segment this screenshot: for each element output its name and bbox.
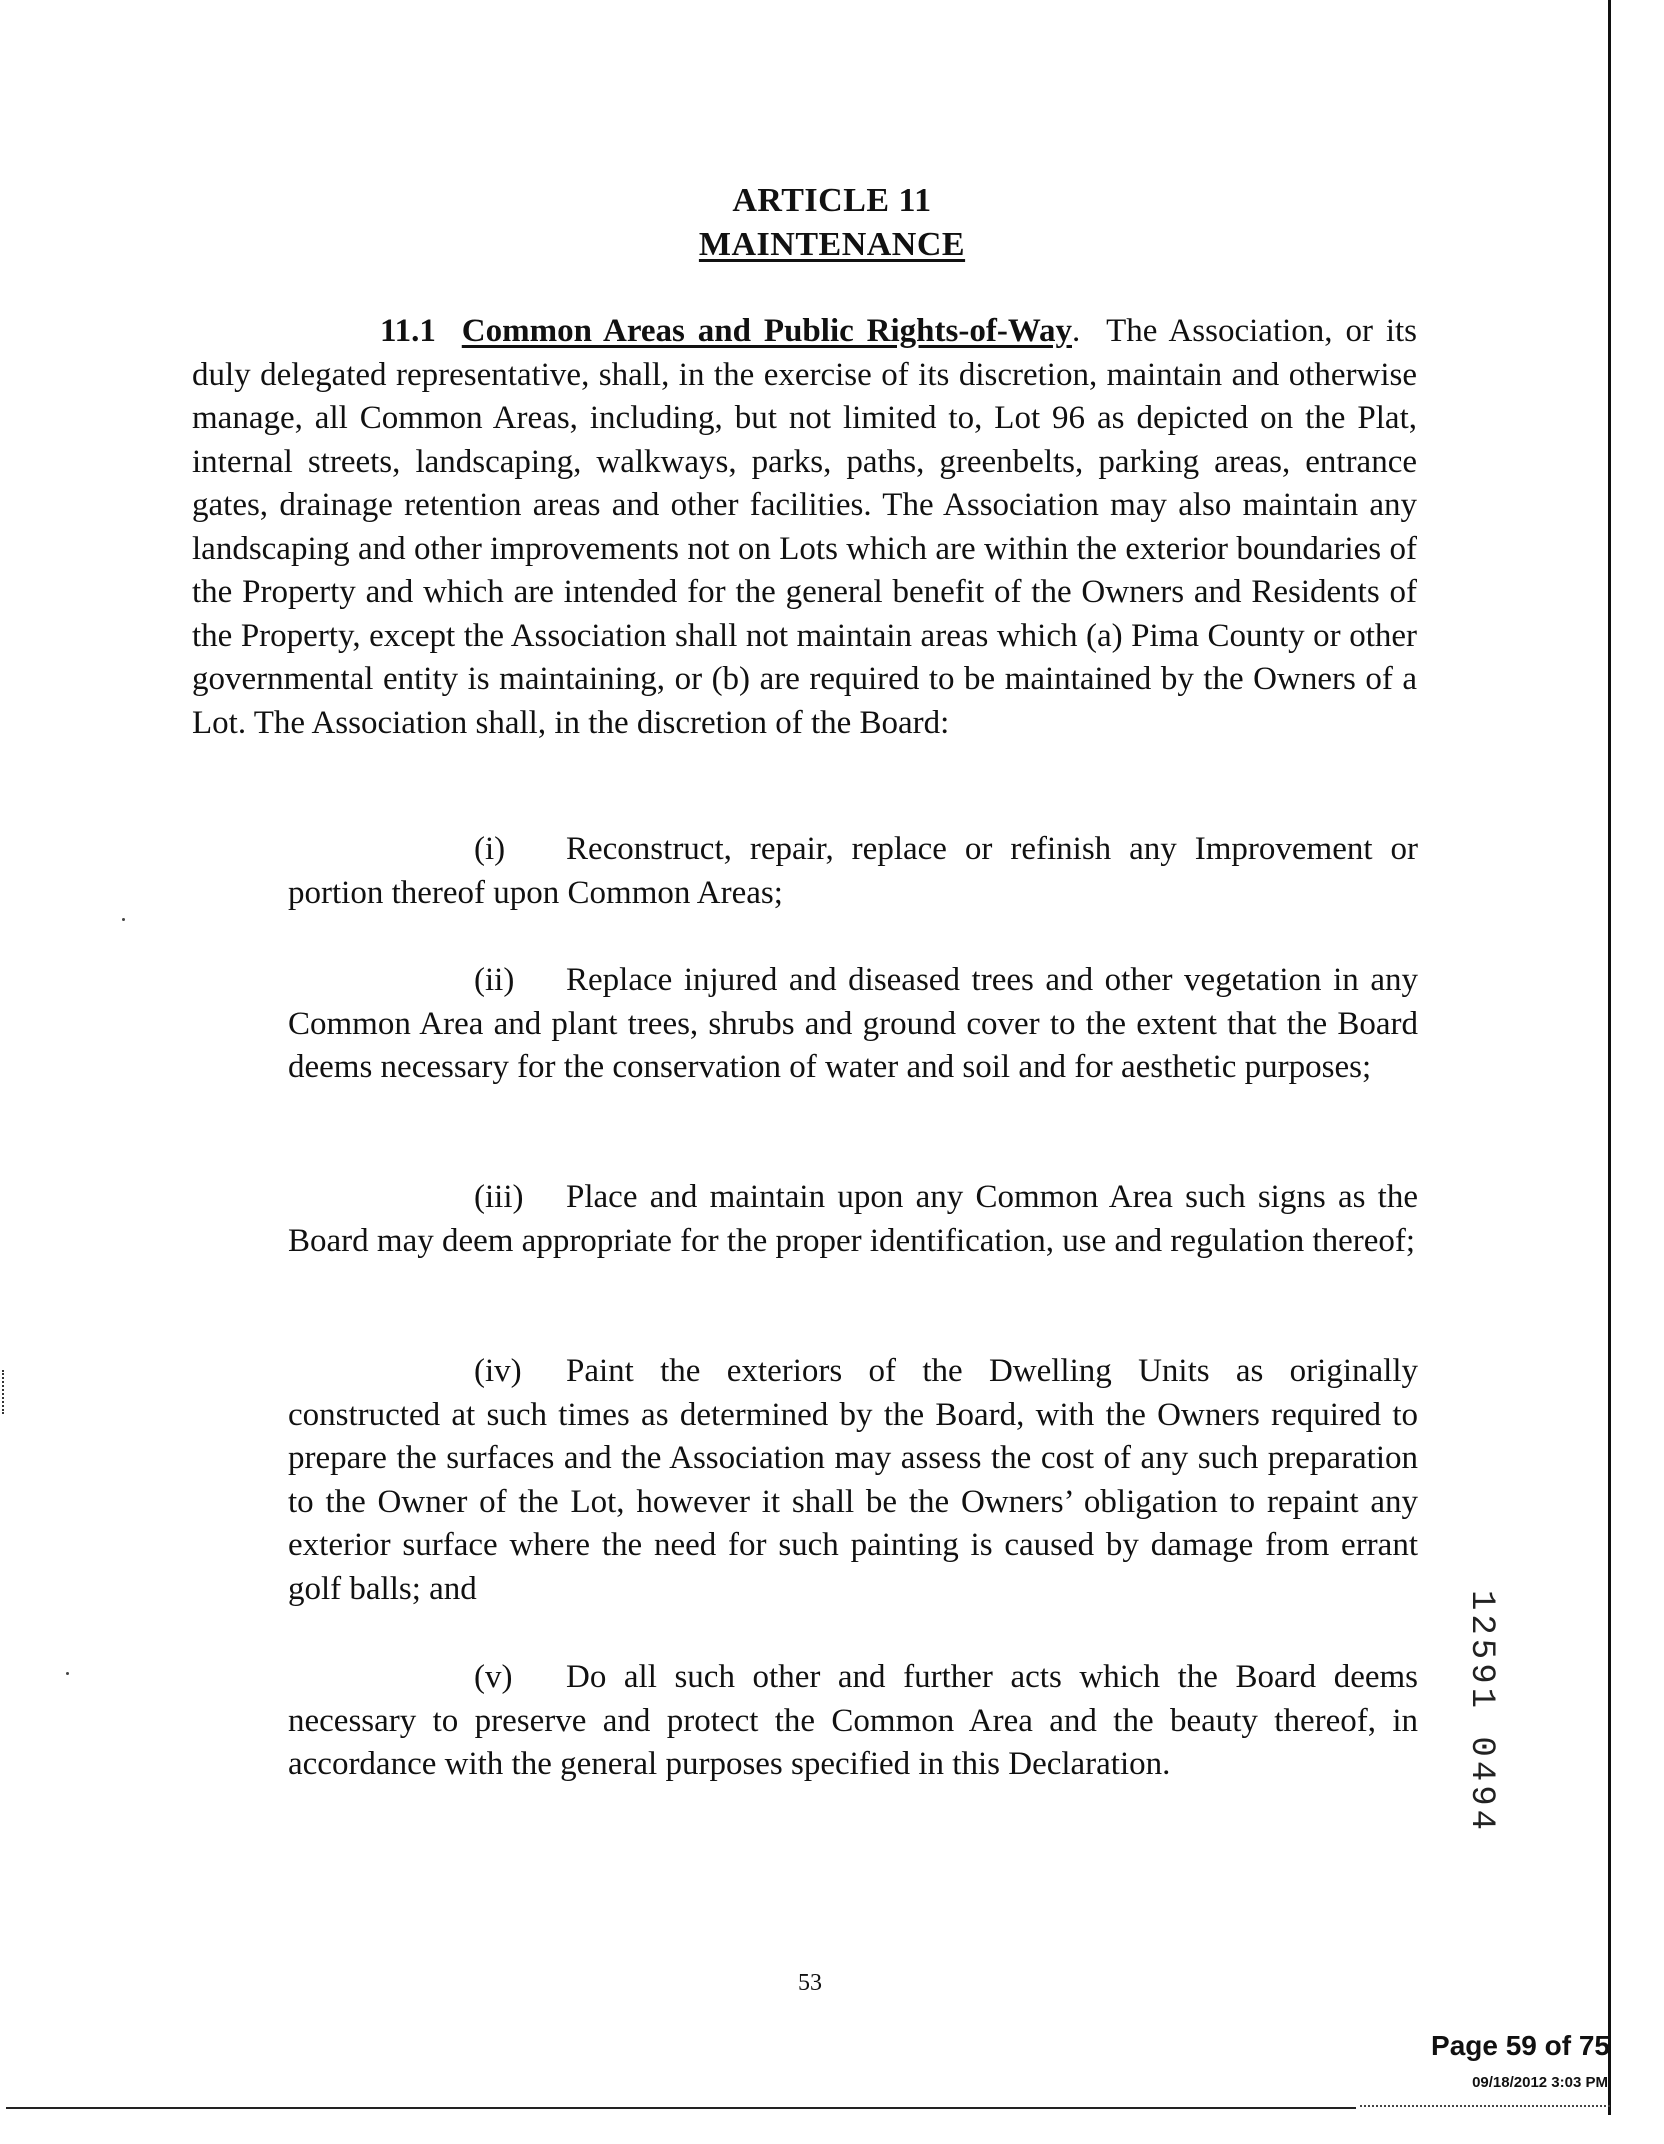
subsection-text: Place and maintain upon any Common Area such signs as the Board may deem appropriate for the proper identification, use and regulation thereof;: [288, 1179, 1418, 1259]
page-number: 53: [798, 1970, 822, 1996]
subsection-ii: [288, 959, 1418, 1090]
bottom-border-line: [6, 2107, 1356, 2109]
subsection-text: Paint the exteriors of the Dwelling Units as originally constructed at such times as determined by the Board, with the Owners required to prepare the surfaces and the Association may assess the cost of any such preparation to the Owner of the Lot, however it shall be the Owners’ obligation to repaint any exterior surface where the need for such painting is caused by damage from errant golf balls; and: [288, 1353, 1418, 1607]
subsection-text: Replace injured and diseased trees and other vegetation in any Common Area and plant trees, shrubs and ground cover to the extent that the Board deems necessary for the conservation of water and soil and for aesthetic purposes;: [288, 962, 1418, 1085]
article-title: MAINTENANCE: [698, 226, 966, 263]
date-stamp: 09/18/2012 3:03 PM: [1472, 2074, 1608, 2091]
article-heading: ARTICLE 11: [732, 182, 932, 219]
subsection-v: [288, 1656, 1418, 1787]
section-number: 11.1: [380, 313, 436, 349]
section-title: Common Areas and Public Rights-of-Way: [461, 313, 1072, 349]
subsection-marker: (ii): [474, 962, 515, 998]
subsection-text: Reconstruct, repair, replace or refinish any Improvement or portion thereof upon Common Areas;: [288, 831, 1418, 911]
margin-scan-mark: [2, 1370, 6, 1414]
subsection-marker: (iv): [474, 1353, 522, 1389]
subsection-marker: (v): [474, 1659, 513, 1695]
subsection-text: Do all such other and further acts which the Board deems necessary to preserve and protect the Common Area and the beauty thereof, in accordance with the general purposes specified in this Declaration.: [288, 1659, 1418, 1782]
right-border-line: [1608, 0, 1611, 2115]
subsection-marker: (iii): [474, 1179, 524, 1215]
scan-speck: [122, 918, 125, 921]
subsection-iii: [288, 1176, 1418, 1263]
subsection-marker: (i): [474, 831, 506, 867]
section-11-1-paragraph: 11.1 Common Areas and Public Rights-of-Way. The Association, or its duly delegated representative, shall, in the exercise of its discretion, maintain and otherwise manage, all Common Areas, including, but not limited to, Lot 96 as depicted on the Plat, internal streets, landscaping, walkways, parks, paths, greenbelts, parking areas, entrance gates, drainage retention areas and other facilities. The Association may also maintain any landscaping and other improvements not on Lots which are within the exterior boundaries of the Property and which are intended for the general benefit of the Owners and Residents of the Property, except the Association shall not maintain areas which (a) Pima County or other governmental entity is maintaining, or (b) are required to be maintained by the Owners of a Lot. The Association shall, in the discretion of the Board:: [192, 313, 1418, 741]
section-body: The Association, or its duly delegated representative, shall, in the exercise of its discretion, maintain and otherwise manage, all Common Areas, including, but not limited to, Lot 96 as depicted on the Plat, internal streets, landscaping, walkways, parks, paths, greenbelts, parking areas, entrance gates, drainage retention areas and other facilities. The Association may also maintain any landscaping and other improvements not on Lots which are within the exterior boundaries of the Property and which are intended for the general benefit of the Owners and Residents of the Property, except the Association shall not maintain areas which (a) Pima County or other governmental entity is maintaining, or (b) are required to be maintained by the Owners of a Lot. The Association shall, in the discretion of the Board:: [192, 313, 1418, 741]
scan-speck: [66, 1672, 69, 1675]
subsection-iv: [288, 1350, 1418, 1611]
subsection-i: [288, 828, 1418, 915]
recording-number: 12591 0494: [1462, 1590, 1500, 1835]
page-count-stamp: Page 59 of 75: [1431, 2030, 1610, 2061]
bottom-dotted-line: [1360, 2105, 1610, 2109]
